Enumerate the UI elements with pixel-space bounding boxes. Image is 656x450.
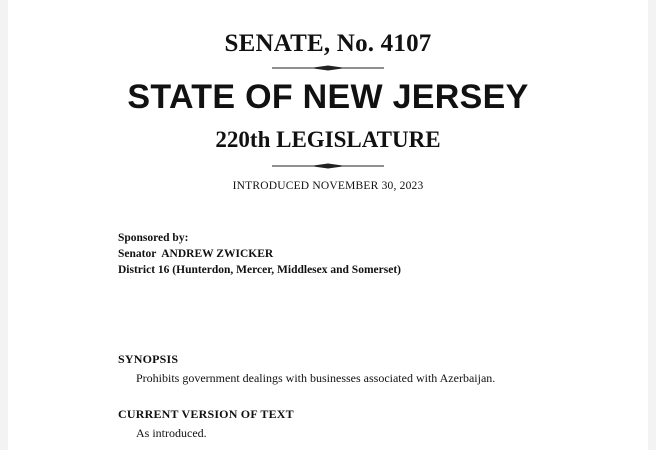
synopsis-heading: SYNOPSIS xyxy=(118,352,179,366)
state-title: STATE OF NEW JERSEY xyxy=(127,78,529,116)
document-page xyxy=(8,0,648,450)
title-divider xyxy=(272,64,384,72)
legislature-title: 220th LEGISLATURE xyxy=(215,127,441,152)
sponsor-district: District 16 (Hunterdon, Mercer, Middlesex and Somerset) xyxy=(118,264,401,276)
sponsor-label: Sponsored by: xyxy=(118,232,189,244)
bill-number: SENATE, No. 4107 xyxy=(224,30,432,57)
current-version-text: As introduced. xyxy=(136,426,207,440)
synopsis-text: Prohibits government dealings with businesses associated with Azerbaijan. xyxy=(136,371,496,385)
sponsor-name: Senator ANDREW ZWICKER xyxy=(118,248,274,260)
current-version-heading: CURRENT VERSION OF TEXT xyxy=(118,407,294,421)
legislature-divider xyxy=(272,162,384,170)
sponsor-block xyxy=(118,230,401,278)
introduced-date: INTRODUCED NOVEMBER 30, 2023 xyxy=(232,180,424,192)
